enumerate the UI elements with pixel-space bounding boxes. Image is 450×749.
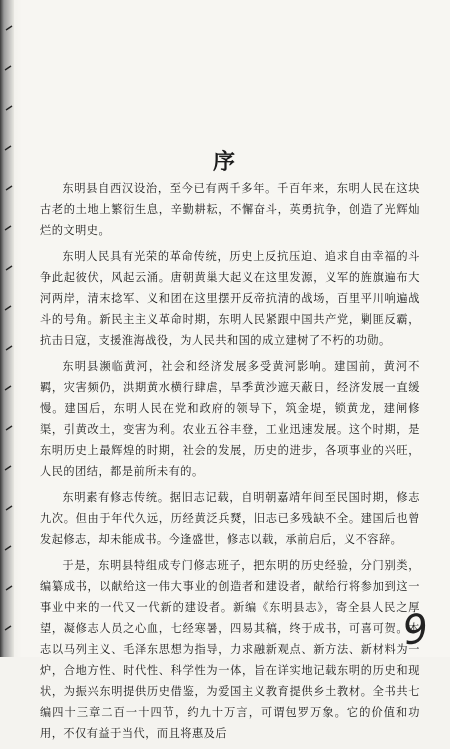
paragraph-5: 于是，东明县特组成专门修志班子，把东明的历史经验，分门别类，编纂成书，以献给这一伟大事业的创造者和建设者，献给行将参加到这一事业中来的一代又一代新的建设者。新编《东明县志》，寄全县人民之厚望，凝修志人员之心血，七经寒暑，四易其稿，终于成书，可喜可贺。本志以马列主义、毛泽东思想为指导，力求融新观点、新方法、新材料为一炉，合地方性、时代性、科学性为一体，旨在详实地记载东明的历史和现状，为振兴东明提供历史借鉴，为爱国主义教育提供乡土教材。全书共七编四十三章二百一十四节，约九十万言，可谓包罗万象。它的价值和功用，不仅有益于当代，而且将惠及后	[40, 559, 420, 740]
paragraph-3: 东明县濒临黄河，社会和经济发展多受黄河影响。建国前，黄河不羁，灾害频仍，洪期黄水横行肆虐，旱季黄沙遮天蔽日，经济发展一直缓慢。建国后，东明人民在党和政府的领导下，筑金堤，锁黄龙，建闸修渠，引黄改土，变害为利。农业五谷丰登，工业迅速发展。这个时期，是东明历史上最辉煌的时期，社会的发展，历史的进步，各项事业的兴旺，人民的团结，都是前所未有的。	[40, 360, 420, 478]
paragraph-4: 东明素有修志传统。据旧志记载，自明朝嘉靖年间至民国时期，修志九次。但由于年代久远，历经黄泛兵燹，旧志已多残缺不全。建国后也曾发起修志，却未能成书。今逢盛世，修志以载，承前启后，义不容辞。	[40, 491, 420, 546]
paragraph-1: 东明县自西汉设治，至今已有两千多年。千百年来，东明人民在这块古老的土地上繁衍生息，辛勤耕耘，不懈奋斗，英勇抗争，创造了光辉灿烂的文明史。	[40, 182, 420, 237]
binding-marks	[0, 0, 18, 657]
preface-body	[40, 178, 420, 749]
page-number: 9	[399, 605, 432, 655]
page-title: 序	[212, 149, 237, 175]
paragraph-2: 东明人民具有光荣的革命传统，历史上反抗压迫、追求自由幸福的斗争此起彼伏，风起云涌。唐朝黄巢大起义在这里发源，义军的旌旗遍布大河两岸，清末捻军、义和团在这里摆开反帝抗清的战场，百里平川响遍战斗的号角。新民主主义革命时期，东明人民紧跟中国共产党，剿匪反霸，抗击日寇，支援淮海战役，为人民共和国的成立建树了不朽的功勋。	[40, 250, 420, 347]
